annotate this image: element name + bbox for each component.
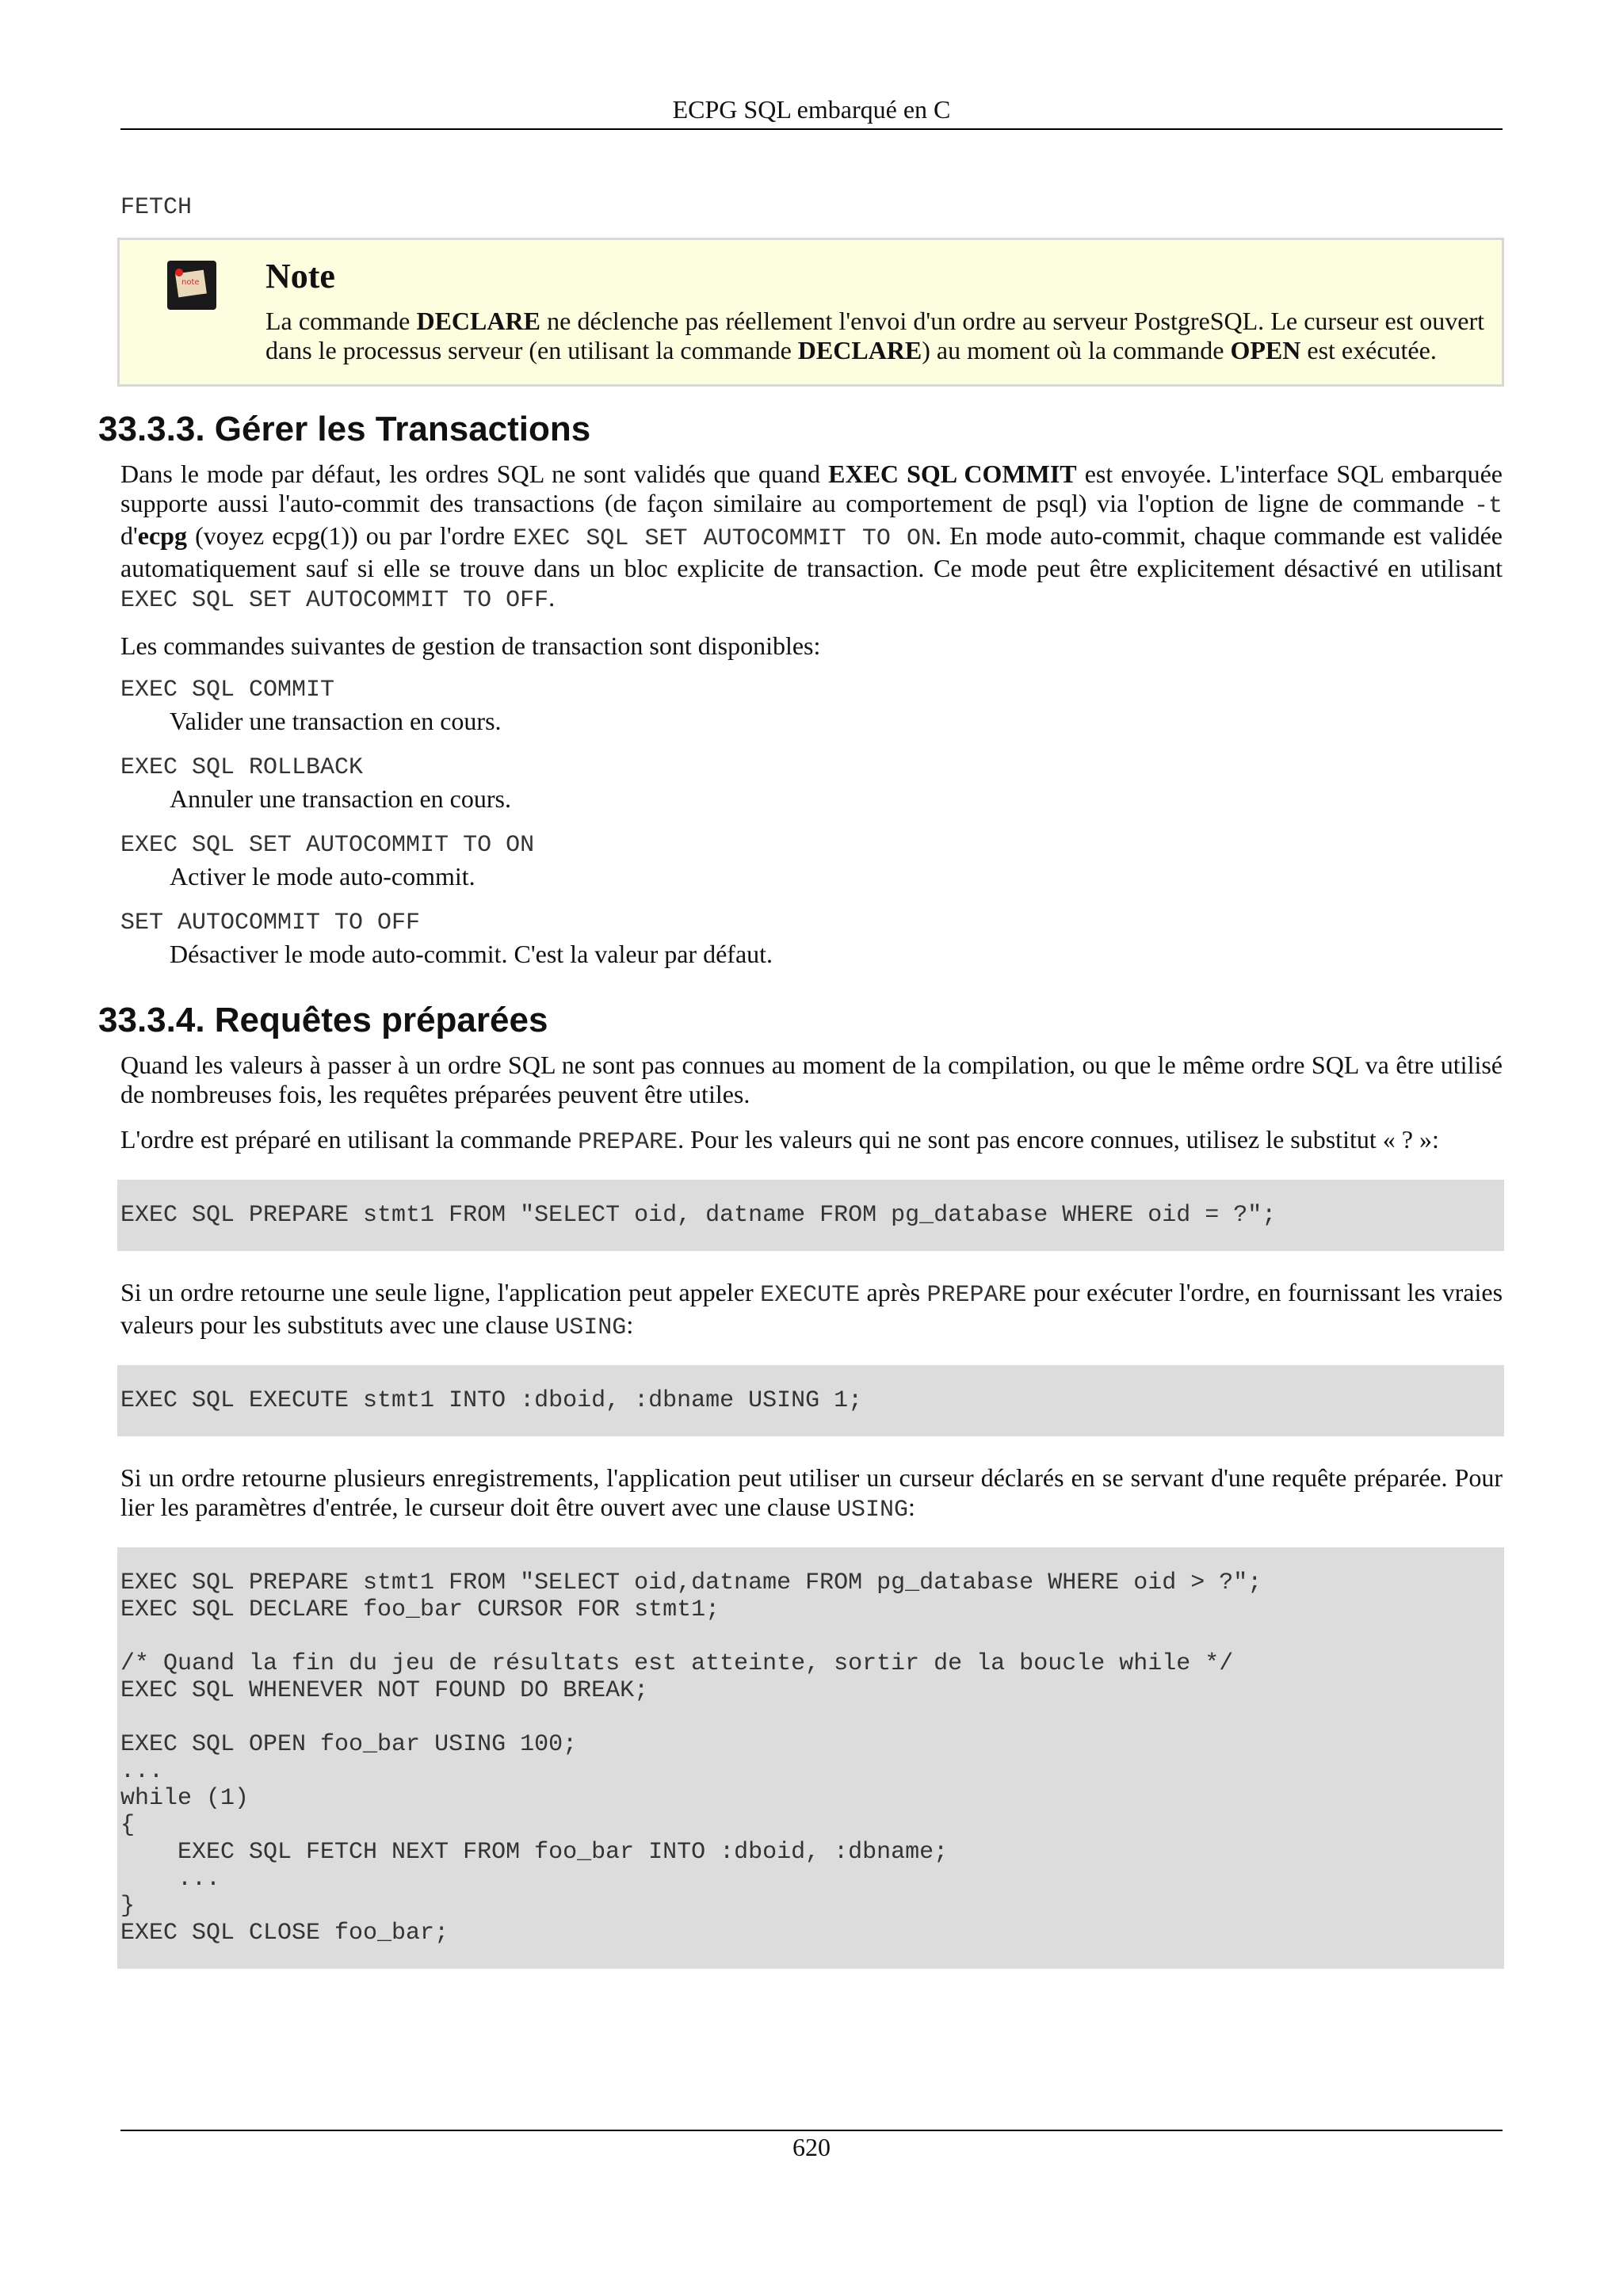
code-block: [117, 1365, 1504, 1436]
inline-code: PREPARE: [578, 1129, 678, 1156]
note-text: La commande DECLARE ne déclenche pas réellement l'envoi d'un ordre au serveur PostgreSQL. Le curseur est ouvert dans le processus serveur (en utilisant la commande DECLARE) au moment où la commande OPEN est exécutée.: [265, 307, 1485, 364]
inline-code: USING: [836, 1497, 908, 1524]
code-block: [117, 1180, 1504, 1251]
keyword: DECLARE: [416, 307, 540, 335]
code-listing: EXEC SQL PREPARE stmt1 FROM "SELECT oid,datname FROM pg_database WHERE oid > ?"; EXEC SQL DECLARE foo_bar CURSOR FOR stmt1; /* Quand la fin du jeu de résultats est atteinte, sortir de la boucle while */ EXEC SQL WHENEVER NOT FOUND DO BREAK; EXEC SQL OPEN foo_bar USING 100; ... while (1) { EXEC SQL FETCH NEXT FROM foo_bar INTO :dboid, :dbname; ... } EXEC SQL CLOSE foo_bar;: [120, 1569, 1262, 1947]
command-description: Valider une transaction en cours.: [170, 707, 502, 735]
page-number: 620: [792, 2133, 831, 2161]
inline-code: EXEC SQL SET AUTOCOMMIT TO ON: [513, 525, 935, 552]
paragraph: Si un ordre retourne plusieurs enregistrements, l'application peut utiliser un curseur déclarés en se servant d'une requête préparée. Pour lier les paramètres d'entrée, le curseur doit être ouvert avec une clause USING:: [120, 1463, 1503, 1524]
inline-code: EXEC SQL SET AUTOCOMMIT TO OFF: [120, 587, 549, 614]
inline-code: USING: [555, 1314, 627, 1341]
header-rule: [120, 128, 1503, 130]
paragraph: Quand les valeurs à passer à un ordre SQL ne sont pas connues au moment de la compilation, ou que le même ordre SQL va être utilisé de nombreuses fois, les requêtes préparées peuvent être utiles.: [120, 1051, 1503, 1108]
command-term: EXEC SQL SET AUTOCOMMIT TO ON: [120, 832, 535, 859]
code-fragment: FETCH: [120, 194, 193, 221]
code-listing: EXEC SQL EXECUTE stmt1 INTO :dboid, :dbname USING 1;: [120, 1387, 863, 1414]
command-term: EXEC SQL COMMIT: [120, 677, 335, 704]
keyword: ecpg: [137, 521, 187, 550]
code-block: [117, 1547, 1504, 1969]
note-box: [117, 238, 1504, 387]
keyword: OPEN: [1230, 336, 1301, 364]
inline-code: EXECUTE: [760, 1282, 861, 1309]
command-description: Activer le mode auto-commit.: [170, 862, 475, 891]
paragraph: Les commandes suivantes de gestion de transaction sont disponibles:: [120, 631, 821, 660]
paragraph: Dans le mode par défaut, les ordres SQL ne sont validés que quand EXEC SQL COMMIT est envoyée. L'interface SQL embarquée supporte aussi l'auto-commit des transactions (de façon similaire au comportement de psql) via l'option de ligne de commande -t d'ecpg (voyez ecpg(1)) ou par l'ordre EXEC SQL SET AUTOCOMMIT TO ON. En mode auto-commit, chaque commande est validée automatiquement sauf si elle se trouve dans un bloc explicite de transaction. Ce mode peut être explicitement désactivé en utilisant EXEC SQL SET AUTOCOMMIT TO OFF.: [120, 460, 1503, 614]
paragraph: L'ordre est préparé en utilisant la commande PREPARE. Pour les valeurs qui ne sont pas encore connues, utilisez le substitut « ? »:: [120, 1125, 1439, 1156]
keyword: DECLARE: [797, 336, 922, 364]
keyword: EXEC SQL COMMIT: [828, 460, 1077, 488]
command-description: Désactiver le mode auto-commit. C'est la valeur par défaut.: [170, 940, 773, 968]
section-heading-transactions: 33.3.3. Gérer les Transactions: [98, 410, 591, 448]
note-title: Note: [265, 257, 335, 296]
code-listing: EXEC SQL PREPARE stmt1 FROM "SELECT oid, datname FROM pg_database WHERE oid = ?";: [120, 1202, 1277, 1229]
paragraph: Si un ordre retourne une seule ligne, l'application peut appeler EXECUTE après PREPARE pour exécuter l'ordre, en fournissant les vraies valeurs pour les substituts avec une clause USING:: [120, 1278, 1503, 1341]
inline-code: -t: [1473, 493, 1503, 520]
command-description: Annuler une transaction en cours.: [170, 784, 511, 813]
note-icon: note: [167, 261, 216, 310]
command-term: EXEC SQL ROLLBACK: [120, 754, 364, 781]
inline-code: PREPARE: [926, 1282, 1027, 1309]
note-body: [265, 256, 1484, 365]
running-header: ECPG SQL embarqué en C: [672, 95, 951, 124]
command-term: SET AUTOCOMMIT TO OFF: [120, 910, 421, 936]
page-content: [98, 193, 1503, 1996]
section-heading-prepared-statements: 33.3.4. Requêtes préparées: [98, 1001, 548, 1039]
command-list: [120, 677, 1503, 968]
